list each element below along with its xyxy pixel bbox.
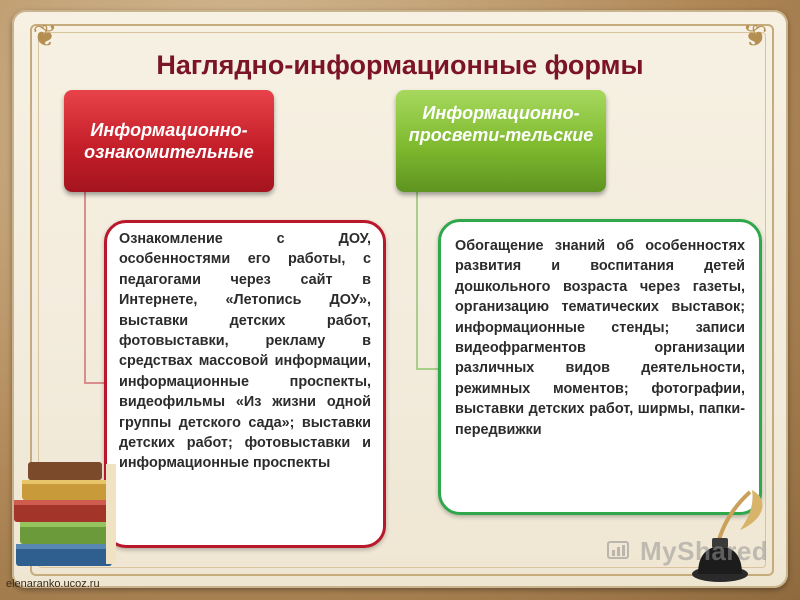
connector-left-horizontal xyxy=(84,382,106,384)
watermark-text: MyShared xyxy=(640,536,769,566)
right-heading-text: Информационно-просвети-тельские xyxy=(408,103,594,145)
left-content-text: Ознакомление с ДОУ, особенностями его работы, с педагогами через сайт в Интернете, «Летопись ДОУ», выставки детских работ, фотовыставки, рекламу в средствах массовой информации, информационные проспекты, видеофильмы «Из жизни одной группы детского сада»; выставки детских работ; фотовыставки и информационные проспекты xyxy=(119,231,371,472)
slide-title: Наглядно-информационные формы xyxy=(156,50,644,80)
myshared-logo-icon xyxy=(606,538,634,564)
site-url: elenaranko.ucoz.ru xyxy=(6,578,100,590)
ornament-top-right-icon: ❦ xyxy=(742,20,768,53)
ornament-top-left-icon: ❦ xyxy=(32,20,58,53)
right-heading-box xyxy=(396,90,606,192)
books-decoration-icon xyxy=(10,440,120,580)
connector-right-vertical xyxy=(416,192,418,370)
left-heading-box xyxy=(64,90,274,192)
connector-right-horizontal xyxy=(416,368,440,370)
right-content-box xyxy=(438,219,762,515)
connector-left-vertical xyxy=(84,192,86,384)
left-heading-text: Информационно-ознакомительные xyxy=(84,120,254,162)
right-content-text: Обогащение знаний об особенностях развития и воспитания детей дошкольного возраста через газеты, организацию тематических выставок; информационные стенды; записи видеофрагментов организации различных видов деятельности, режимных моментов; фотографии, выставки детских работ, ширмы, папки-передвижки xyxy=(455,238,745,438)
left-content-box xyxy=(104,220,386,548)
